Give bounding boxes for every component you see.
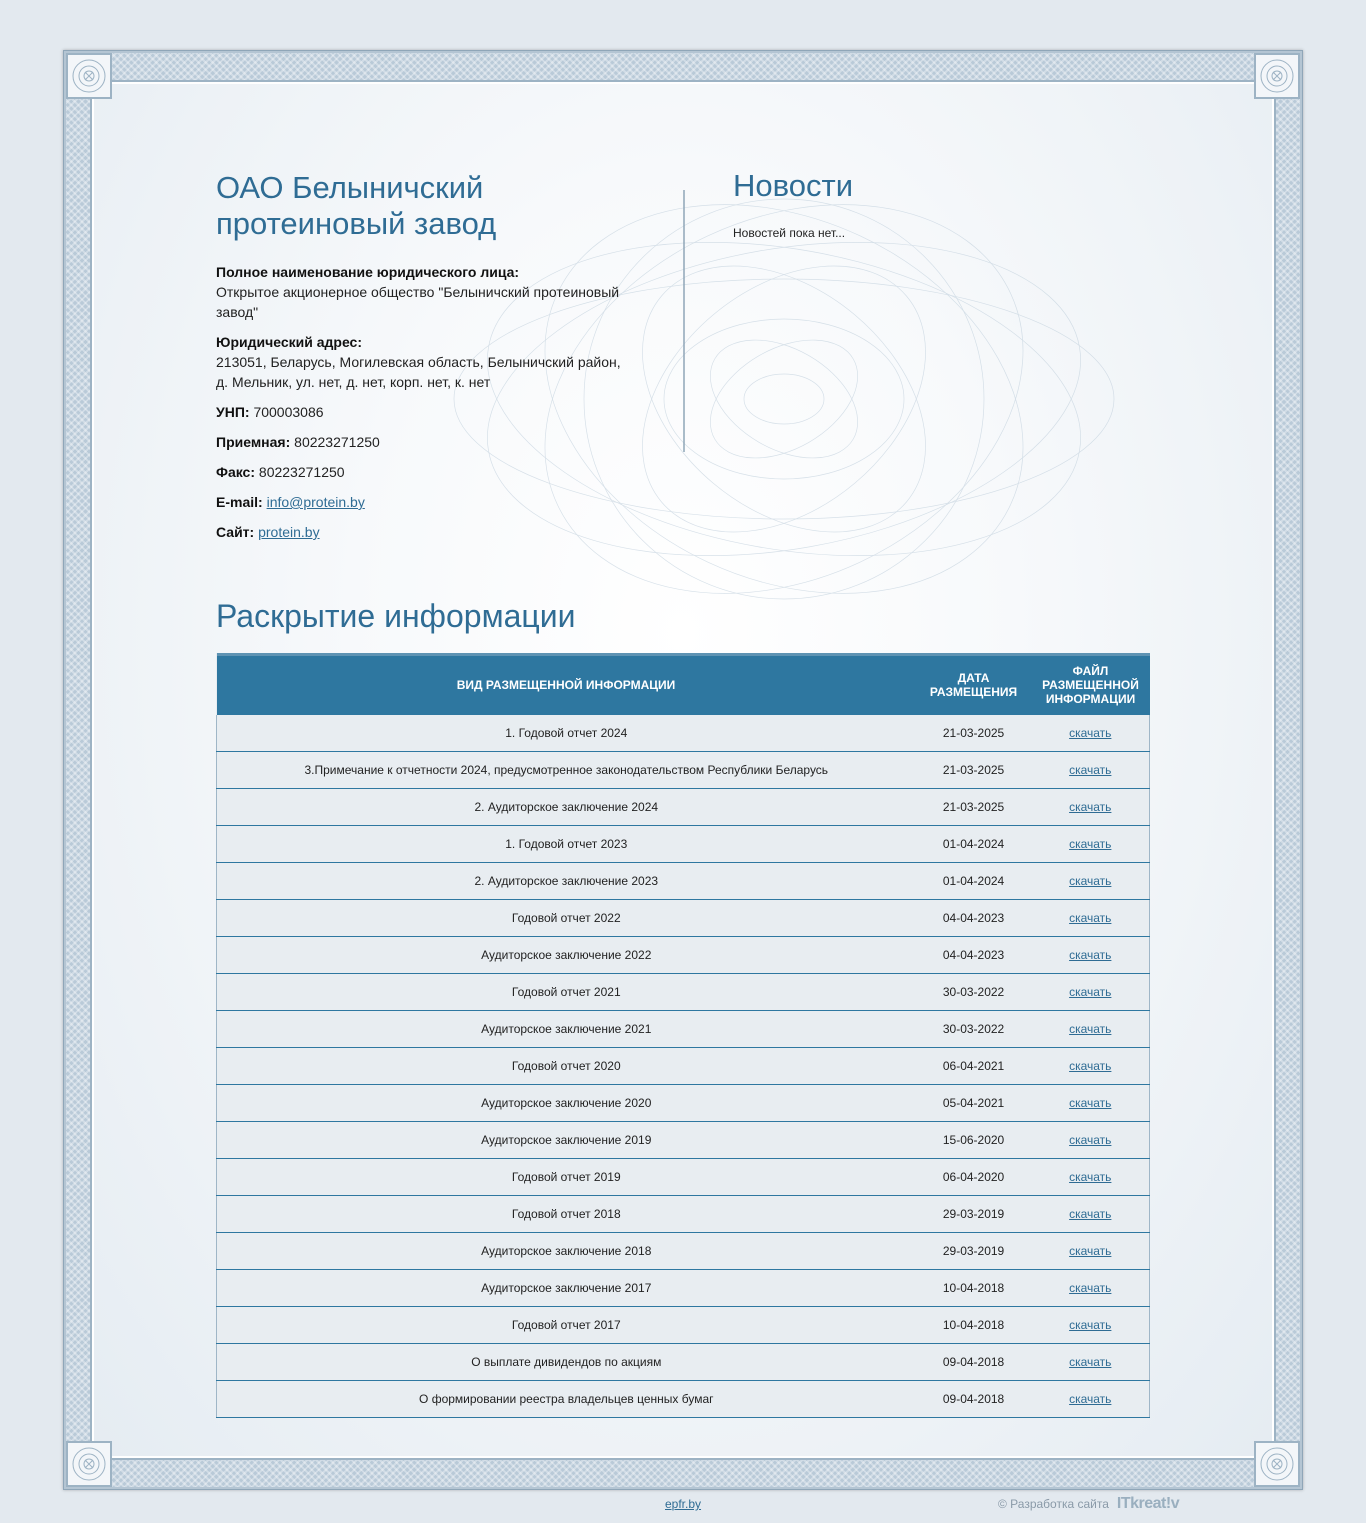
address-label: Юридический адрес: — [216, 334, 362, 350]
doc-name-cell: Годовой отчет 2019 — [217, 1159, 916, 1196]
vertical-divider — [683, 190, 685, 452]
fax-block — [216, 462, 636, 482]
footer-epfr-link[interactable]: epfr.by — [665, 1497, 702, 1511]
company-details — [216, 262, 636, 542]
table-row — [217, 715, 1150, 752]
table-row — [217, 900, 1150, 937]
email-label: E-mail: — [216, 494, 263, 510]
footer-credit-text: © Разработка сайта — [998, 1497, 1109, 1511]
doc-date-cell: 10-04-2018 — [916, 1307, 1032, 1344]
doc-date-cell: 05-04-2021 — [916, 1085, 1032, 1122]
site-link[interactable]: protein.by — [258, 524, 320, 540]
company-title — [216, 170, 636, 242]
table-row — [217, 1048, 1150, 1085]
doc-name-cell: Годовой отчет 2021 — [217, 974, 916, 1011]
doc-date-cell: 09-04-2018 — [916, 1381, 1032, 1418]
address-value: 213051, Беларусь, Могилевская область, Белыничский район, д. Мельник, ул. нет, д. нет, корп. нет, к. нет — [216, 354, 621, 390]
doc-date-cell: 30-03-2022 — [916, 974, 1032, 1011]
unp-label: УНП: — [216, 404, 250, 420]
doc-date-cell: 01-04-2024 — [916, 826, 1032, 863]
download-link[interactable]: скачать — [1069, 874, 1112, 888]
doc-name-cell: Аудиторское заключение 2019 — [217, 1122, 916, 1159]
doc-file-cell — [1032, 1122, 1150, 1159]
table-row — [217, 1233, 1150, 1270]
table-row — [217, 1159, 1150, 1196]
table-row — [217, 1122, 1150, 1159]
doc-file-cell — [1032, 1159, 1150, 1196]
doc-file-cell — [1032, 789, 1150, 826]
download-link[interactable]: скачать — [1069, 1281, 1112, 1295]
download-link[interactable]: скачать — [1069, 1392, 1112, 1406]
table-row — [217, 1307, 1150, 1344]
news-title: Новости — [733, 168, 854, 203]
doc-date-cell: 06-04-2021 — [916, 1048, 1032, 1085]
doc-file-cell — [1032, 1085, 1150, 1122]
doc-name-cell: Годовой отчет 2022 — [217, 900, 916, 937]
footer-credit — [998, 1495, 1179, 1513]
download-link[interactable]: скачать — [1069, 1318, 1112, 1332]
doc-name-cell: 1. Годовой отчет 2023 — [217, 826, 916, 863]
download-link[interactable]: скачать — [1069, 800, 1112, 814]
reception-label: Приемная: — [216, 434, 291, 450]
table-row — [217, 1381, 1150, 1418]
download-link[interactable]: скачать — [1069, 1133, 1112, 1147]
table-row — [217, 863, 1150, 900]
doc-date-cell: 21-03-2025 — [916, 789, 1032, 826]
download-link[interactable]: скачать — [1069, 1059, 1112, 1073]
doc-name-cell: Аудиторское заключение 2017 — [217, 1270, 916, 1307]
doc-file-cell — [1032, 1233, 1150, 1270]
download-link[interactable]: скачать — [1069, 837, 1112, 851]
table-row — [217, 1344, 1150, 1381]
download-link[interactable]: скачать — [1069, 1170, 1112, 1184]
doc-file-cell — [1032, 752, 1150, 789]
doc-file-cell — [1032, 900, 1150, 937]
download-link[interactable]: скачать — [1069, 948, 1112, 962]
download-link[interactable]: скачать — [1069, 985, 1112, 999]
doc-name-cell: 1. Годовой отчет 2024 — [217, 715, 916, 752]
doc-date-cell: 06-04-2020 — [916, 1159, 1032, 1196]
download-link[interactable]: скачать — [1069, 1207, 1112, 1221]
unp-block — [216, 402, 636, 422]
download-link[interactable]: скачать — [1069, 725, 1112, 740]
doc-date-cell: 21-03-2025 — [916, 752, 1032, 789]
doc-date-cell: 15-06-2020 — [916, 1122, 1032, 1159]
email-link[interactable]: info@protein.by — [266, 494, 365, 510]
doc-date-cell: 09-04-2018 — [916, 1344, 1032, 1381]
doc-file-cell — [1032, 1381, 1150, 1418]
doc-file-cell — [1032, 1048, 1150, 1085]
doc-name-cell: 2. Аудиторское заключение 2024 — [217, 789, 916, 826]
table-row — [217, 1011, 1150, 1048]
disclosure-title: Раскрытие информации — [216, 598, 576, 634]
full-name-label: Полное наименование юридического лица: — [216, 264, 520, 280]
reception-value: 80223271250 — [294, 434, 380, 450]
doc-file-cell — [1032, 715, 1150, 752]
doc-name-cell: Годовой отчет 2020 — [217, 1048, 916, 1085]
reception-block — [216, 432, 636, 452]
table-row — [217, 752, 1150, 789]
doc-file-cell — [1032, 974, 1150, 1011]
corner-rosette-icon — [1254, 1441, 1300, 1487]
doc-file-cell — [1032, 1344, 1150, 1381]
doc-file-cell — [1032, 1011, 1150, 1048]
table-row — [217, 1085, 1150, 1122]
news-empty-text: Новостей пока нет... — [733, 226, 846, 240]
doc-name-cell: Годовой отчет 2018 — [217, 1196, 916, 1233]
corner-rosette-icon — [1254, 53, 1300, 99]
doc-date-cell: 29-03-2019 — [916, 1196, 1032, 1233]
table-row — [217, 937, 1150, 974]
doc-name-cell: 3.Примечание к отчетности 2024, предусмотренное законодательством Республики Беларусь — [217, 752, 916, 789]
developer-logo[interactable]: ITkreat!v — [1116, 1495, 1180, 1512]
column-header-file: ФАЙЛ РАЗМЕЩЕННОЙ ИНФОРМАЦИИ — [1032, 655, 1150, 715]
column-header-date: ДАТА РАЗМЕЩЕНИЯ — [916, 655, 1032, 715]
doc-name-cell: Годовой отчет 2017 — [217, 1307, 916, 1344]
table-row — [217, 826, 1150, 863]
doc-name-cell: О формировании реестра владельцев ценных бумаг — [217, 1381, 916, 1418]
doc-name-cell: О выплате дивидендов по акциям — [217, 1344, 916, 1381]
table-row — [217, 1270, 1150, 1307]
corner-rosette-icon — [66, 1441, 112, 1487]
download-link[interactable]: скачать — [1069, 911, 1112, 925]
doc-date-cell: 29-03-2019 — [916, 1233, 1032, 1270]
doc-date-cell: 30-03-2022 — [916, 1011, 1032, 1048]
doc-file-cell — [1032, 863, 1150, 900]
doc-file-cell — [1032, 1270, 1150, 1307]
doc-date-cell: 04-04-2023 — [916, 900, 1032, 937]
full-name-value: Открытое акционерное общество "Белыничский протеиновый завод" — [216, 284, 620, 320]
corner-rosette-icon — [66, 53, 112, 99]
news-section — [733, 170, 1133, 240]
company-info — [216, 170, 636, 552]
doc-file-cell — [1032, 937, 1150, 974]
doc-name-cell: 2. Аудиторское заключение 2023 — [217, 863, 916, 900]
doc-file-cell — [1032, 1196, 1150, 1233]
company-title-line1: ОАО Белыничский — [216, 170, 484, 205]
disclosure-table-body — [217, 715, 1150, 1418]
site-block — [216, 522, 636, 542]
doc-date-cell: 04-04-2023 — [916, 937, 1032, 974]
disclosure-table — [216, 653, 1150, 1418]
download-link[interactable]: скачать — [1069, 1355, 1112, 1369]
table-row — [217, 789, 1150, 826]
table-header-row — [217, 655, 1150, 715]
company-title-line2: протеиновый завод — [216, 206, 497, 241]
doc-file-cell — [1032, 1307, 1150, 1344]
doc-name-cell: Аудиторское заключение 2021 — [217, 1011, 916, 1048]
site-label: Сайт: — [216, 524, 255, 540]
email-block — [216, 492, 636, 512]
column-header-type: ВИД РАЗМЕЩЕННОЙ ИНФОРМАЦИИ — [217, 655, 916, 715]
download-link[interactable]: скачать — [1069, 763, 1112, 777]
doc-name-cell: Аудиторское заключение 2018 — [217, 1233, 916, 1270]
download-link[interactable]: скачать — [1069, 1096, 1112, 1110]
address-block — [216, 332, 636, 392]
doc-date-cell: 10-04-2018 — [916, 1270, 1032, 1307]
table-row — [217, 974, 1150, 1011]
unp-value: 700003086 — [253, 404, 324, 420]
download-link[interactable]: скачать — [1069, 1022, 1112, 1036]
full-name-block — [216, 262, 636, 322]
download-link[interactable]: скачать — [1069, 1244, 1112, 1258]
table-row — [217, 1196, 1150, 1233]
fax-label: Факс: — [216, 464, 256, 480]
fax-value: 80223271250 — [258, 464, 345, 480]
doc-date-cell: 01-04-2024 — [916, 863, 1032, 900]
doc-name-cell: Аудиторское заключение 2022 — [217, 937, 916, 974]
doc-date-cell: 21-03-2025 — [916, 715, 1032, 752]
doc-name-cell: Аудиторское заключение 2020 — [217, 1085, 916, 1122]
doc-file-cell — [1032, 826, 1150, 863]
